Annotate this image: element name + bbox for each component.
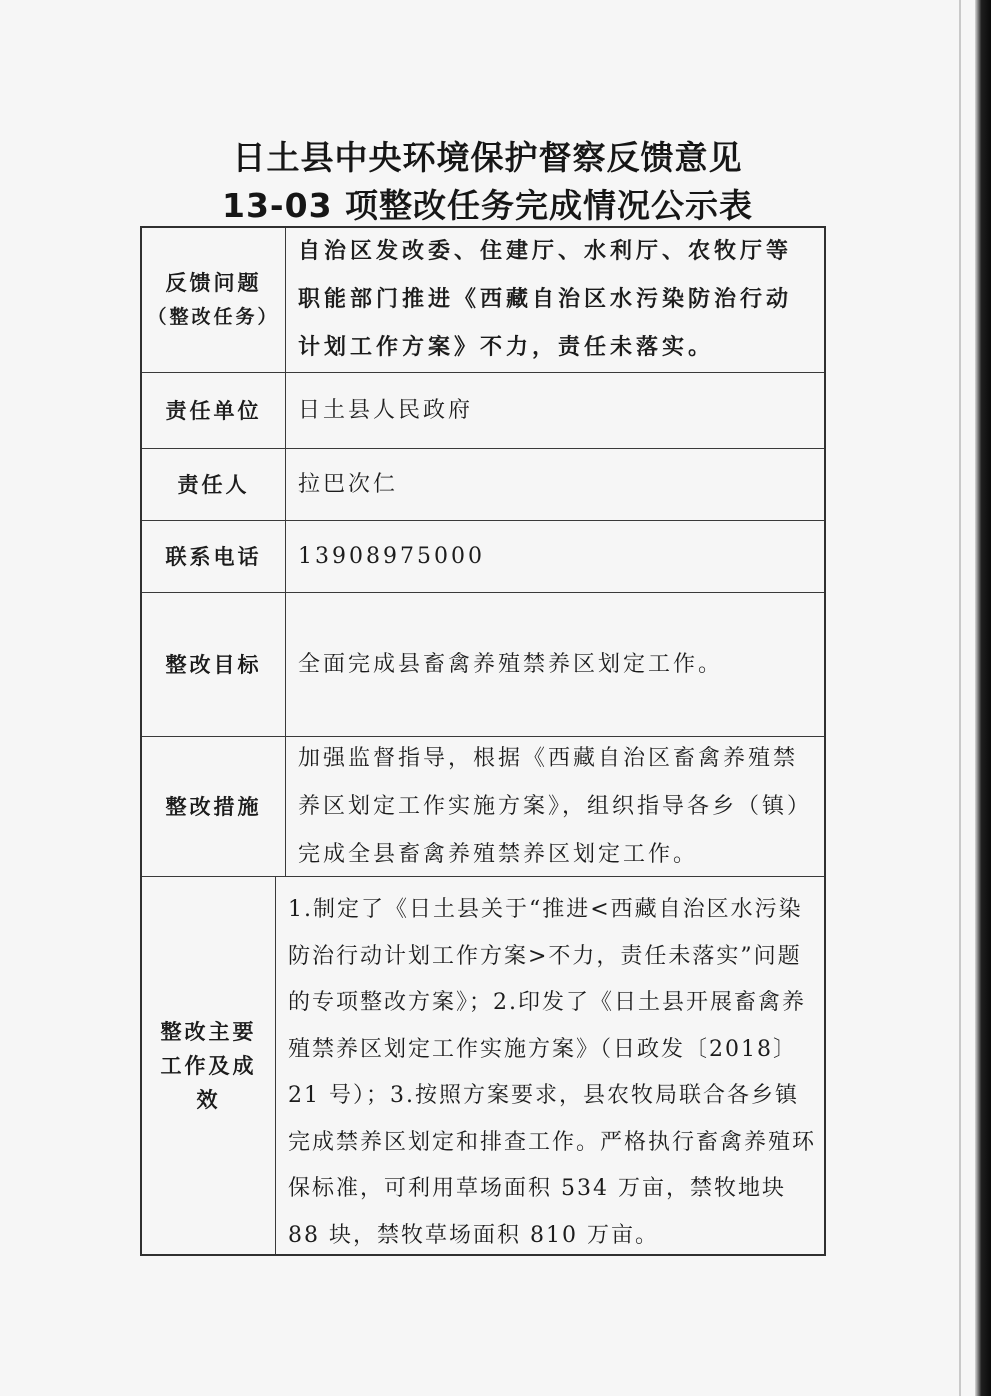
table-row-goal <box>142 592 824 736</box>
person-value: 拉巴次仁 <box>298 471 399 497</box>
table-row-feedback <box>142 228 824 372</box>
work-label-line3: 效 <box>196 1087 221 1112</box>
goal-value-cell <box>286 593 824 736</box>
work-label-line1: 整改主要 <box>160 1019 257 1044</box>
feedback-value-cell <box>286 228 824 372</box>
work-value-cell <box>276 877 824 1254</box>
work-value: 1.制定了《日土县关于“推进<西藏自治区水污染防治行动计划工作方案>不力，责任未落实”问题的专项整改方案》；2.印发了《日土县开展畜禽养殖禁养区划定工作实施方案》（日政发〔2018〕21 号）；3.按照方案要求，县农牧局联合各乡镇完成禁养区划定和排查工作。严格执行畜禽养殖环保标准，可利用草场面积 534 万亩，禁牧地块 88 块，禁牧草场面积 810 万亩。 <box>288 897 817 1248</box>
measures-value-cell <box>286 737 824 876</box>
person-value-cell <box>286 449 824 520</box>
table-row-unit <box>142 372 824 448</box>
goal-label: 整改目标 <box>142 593 286 736</box>
document-title-line1: 日土县中央环境保护督察反馈意见 <box>232 138 743 177</box>
person-label: 责任人 <box>142 449 286 520</box>
feedback-sublabel: （整改任务） <box>147 306 280 328</box>
phone-value-cell <box>286 521 824 592</box>
scan-edge <box>975 0 991 1396</box>
table-row-measures <box>142 736 824 876</box>
rectification-table <box>140 226 826 1256</box>
feedback-label: 反馈问题 <box>165 271 262 295</box>
unit-value: 日土县人民政府 <box>298 397 474 423</box>
measures-label: 整改措施 <box>142 737 286 876</box>
table-row-work <box>142 876 824 1254</box>
work-label-cell <box>142 877 276 1254</box>
document-title-line2: 13-03 项整改任务完成情况公示表 <box>221 186 754 225</box>
phone-value: 13908975000 <box>298 543 485 569</box>
goal-value: 全面完成县畜禽养殖禁养区划定工作。 <box>298 651 724 677</box>
table-row-person <box>142 448 824 520</box>
unit-label: 责任单位 <box>142 373 286 448</box>
table-row-phone <box>142 520 824 592</box>
unit-value-cell <box>286 373 824 448</box>
work-label-line2: 工作及成 <box>160 1053 257 1078</box>
feedback-value: 自治区发改委、住建厅、水利厅、农牧厅等职能部门推进《西藏自治区水污染防治行动计划工作方案》不力，责任未落实。 <box>298 239 793 360</box>
phone-label: 联系电话 <box>142 521 286 592</box>
measures-value: 加强监督指导，根据《西藏自治区畜禽养殖禁养区划定工作实施方案》，组织指导各乡（镇）完成全县畜禽养殖禁养区划定工作。 <box>298 745 813 867</box>
feedback-label-cell <box>142 228 286 372</box>
